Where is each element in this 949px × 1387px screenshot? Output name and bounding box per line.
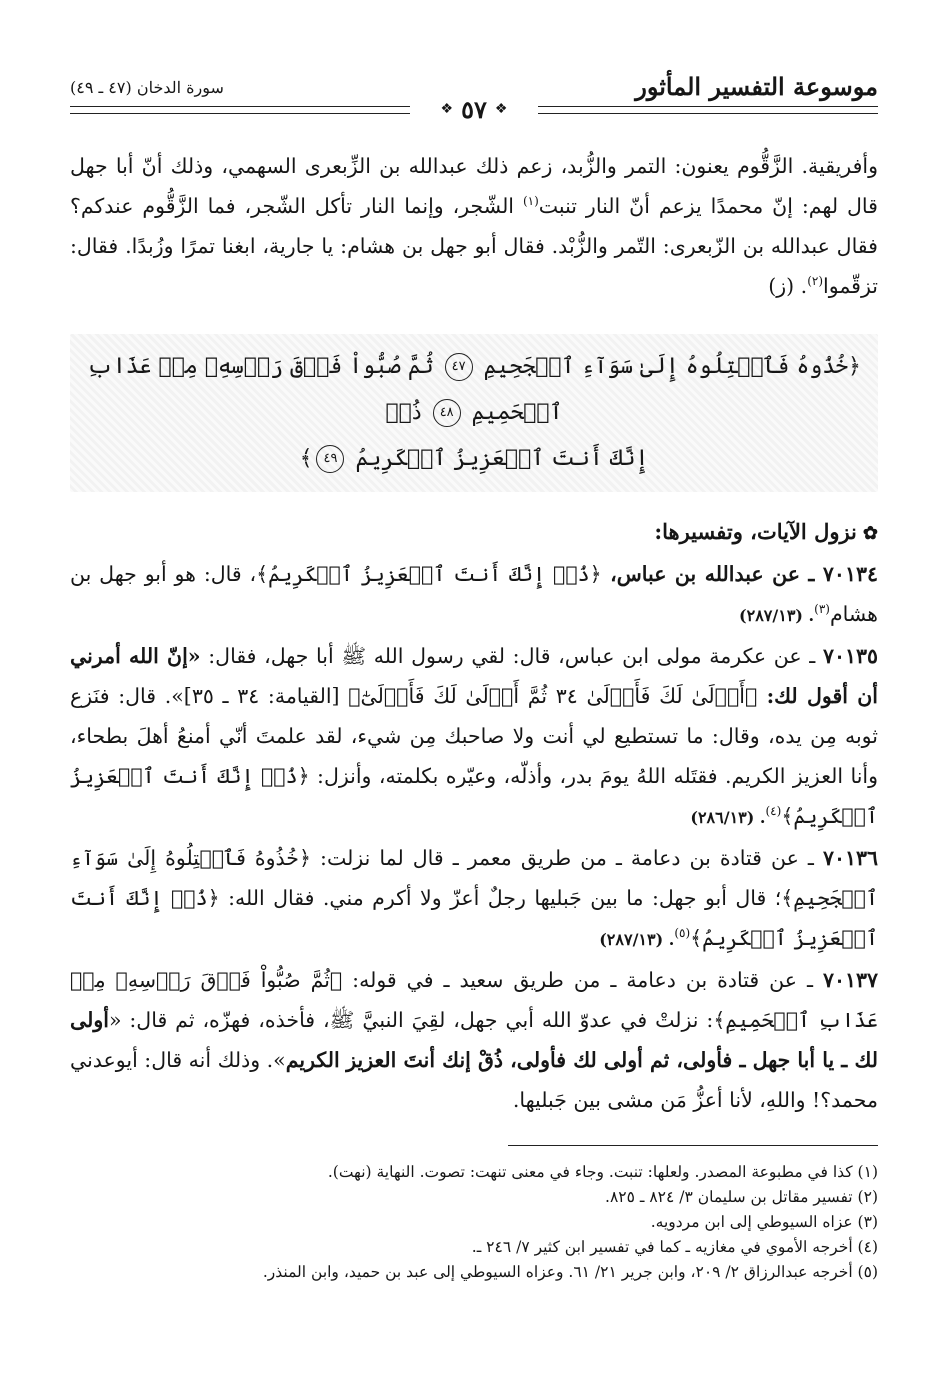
entry-number: ٧٠١٣٥	[822, 644, 878, 668]
footnote-rule	[508, 1145, 878, 1146]
entry-text: جهل بن هشام	[70, 562, 878, 626]
verse-bracket: ﴾	[299, 446, 313, 471]
footnote-marker: (٢)	[807, 274, 824, 289]
entry-text: قال: فنَزع ثوبه مِن يده، وقال: ما تستطيع لي أنت ولا صاحبك مِن شيء، لقد	[70, 684, 878, 748]
entry-text: ». وذلك أنه قال: أيوعدني محمد؟! واللهِ، لأنا أعزُّ مَن مشى بين جَبليها.	[70, 1048, 878, 1112]
footnote-marker: (٥)	[674, 926, 691, 941]
intro-line: جهل بن هشام: يا جارية، ابغنا تمرًا وزُبدًا. فقال: تزقّموا	[70, 234, 878, 298]
entry-text: ـ عن قتادة بن دعامة ـ من طريق معمر ـ قال لما نزلت:	[311, 846, 823, 870]
inline-ayah: ﴿خُذُوهُ فَٱعۡتِلُوهُ إِلَىٰ	[127, 846, 311, 870]
entry-text: علمتَ أنّي أمنعُ أهلَ بطحاء، وأنا العزيز الكريم. فقتَله اللهُ يومَ بدر، وأذلّه، وعيّره	[70, 724, 878, 788]
book-page	[70, 60, 878, 1360]
footnote-2: (٢) تفسير مقاتل بن سليمان ٣/ ٨٢٤ ـ ٨٢٥.	[605, 1188, 878, 1206]
entry-70134	[70, 554, 878, 636]
section-title: نزول الآيات، وتفسيرها:	[654, 519, 857, 544]
inline-ayah: سَوَآءِ ٱلۡجَحِيمِ﴾	[70, 846, 878, 910]
quran-verse-block	[70, 334, 878, 492]
entry-number: ٧٠١٣٦	[822, 846, 878, 870]
verse-number: ٤٩	[316, 445, 344, 473]
inline-ayah: ﴿ذُقۡ إِنَّكَ أَنتَ ٱلۡعَزِيزُ ٱلۡكَرِيمُ﴾	[256, 562, 602, 586]
inline-ayah: ﴿أَوۡلَىٰ لَكَ فَأَوۡلَىٰ ٣٤ ثُمَّ أَوۡلَىٰ لَكَ فَأَوۡلَىٰٓ﴾	[348, 684, 758, 708]
verse-text: إِنَّكَ أَنتَ ٱلۡعَزِيزُ ٱلۡكَرِيمُ	[355, 446, 649, 471]
entry-text: بكلمته، وأنزل:	[309, 764, 439, 788]
intro-paragraph	[70, 146, 878, 306]
verse-number: ٤٨	[433, 399, 461, 427]
verse-number: ٤٧	[445, 353, 473, 381]
page-number-box	[410, 94, 538, 124]
volume-page-ref: . (٢٨٦/١٣)	[690, 808, 766, 827]
entry-70137	[70, 960, 878, 1120]
footnote-5: (٥) أخرجه عبدالرزاق ٢/ ٢٠٩، وابن جرير ٢١/ ٦١. وعزاه السيوطي إلى عبد بن حميد، وابن المنذر.	[262, 1263, 878, 1281]
section-heading	[70, 512, 878, 554]
inline-ayah: ﴿ذُقۡ إِنَّكَ أَنتَ ٱلۡعَزِيزُ ٱلۡكَرِيمُ﴾	[70, 886, 878, 950]
entry-text: قال: «	[108, 1008, 168, 1032]
ornament-icon: ❖	[440, 101, 454, 117]
verse-text: ﴿خُذُوهُ فَٱعۡتِلُوهُ إِلَىٰ سَوَآءِ ٱلۡجَحِيمِ	[483, 354, 861, 379]
intro-line: أنّ أبا جهل قال لهم: إنّ محمدًا يزعم أنّ النار تنبت	[70, 154, 878, 218]
entry-number: ٧٠١٣٧	[822, 968, 878, 992]
footnote-marker: (١)	[522, 194, 539, 209]
surah-range: سورة الدخان (٤٧ ـ ٤٩)	[70, 78, 224, 97]
hadith-quote: أولى لك ـ يا أبا جهل ـ فأولى، ثم أولى لك فأولى، ذُقْ إنك أنتَ العزيز	[70, 1008, 878, 1072]
footnote-1: (١) كذا في مطبوعة المصدر. ولعلها: تنبت. وجاء في معنى تنهت: تصوت. النهاية (نهت).	[327, 1163, 878, 1181]
ornament-icon: ❖	[494, 101, 508, 117]
inline-ayah: ﴿ثُمَّ صُبُّواْ فَوۡقَ رَأۡسِهِۦ مِنۡ	[70, 968, 343, 992]
page-number: ٥٧	[461, 94, 487, 124]
entry-text: ـ عن عكرمة مولى ابن عباس، قال: لقي رسول الله ﷺ أبا جهل، فقال:	[208, 644, 823, 668]
entry-number: ٧٠١٣٤	[822, 562, 878, 586]
intro-line: الشّجر، فما الزَّقُّوم عندكم؟ فقال عبدالله بن الزّبعرى: التّمر والزُّبْد. فقال أبو	[70, 194, 878, 258]
intro-line: . (ز)	[768, 274, 808, 298]
page-body	[70, 146, 878, 1120]
hadith-quote: الكريم	[285, 1048, 340, 1072]
intro-line: وأفريقية. الزَّقُّوم يعنون: التمر والزُّبد، زعم ذلك عبدالله بن الزِّبعرى السهمي، وذلك	[170, 154, 878, 178]
entry-text: ؛ قال أبو جهل: ما بين جَبليها رجلٌ أعزّ ولا أكرم مني. فقال الله:	[228, 886, 782, 910]
hadith-quote: «إنّ الله أمرني أن أقول لك:	[70, 644, 878, 708]
intro-line: الشّجر، وإنما النار تأكل	[314, 194, 523, 218]
book-title: موسوعة التفسير المأثور	[635, 72, 878, 101]
entry-70136	[70, 838, 878, 960]
flower-ornament-icon: ✿	[862, 523, 878, 544]
entry-70135	[70, 636, 878, 838]
footnote-3: (٣) عزاه السيوطي إلى ابن مردويه.	[650, 1213, 878, 1231]
entry-text: [القيامة: ٣٤ ـ ٣٥]».	[164, 684, 349, 708]
entry-text: : نزلتْ في عدوّ الله أبي جهل، لقِيَ النبيَّ ﷺ، فأخذه، فهزّه، ثم	[175, 1008, 714, 1032]
footnotes	[70, 1160, 878, 1285]
inline-ayah: ﴿ذُقۡ إِنَّكَ أَنتَ ٱلۡعَزِيزُ ٱلۡكَرِيمُ﴾	[70, 764, 878, 828]
footnote-marker: (٤)	[765, 804, 782, 819]
verse-text: ثُمَّ صُبُّواْ فَوۡقَ رَأۡسِهِۦ مِنۡ عَذَابِ ٱلۡحَمِيمِ	[87, 354, 563, 425]
footnote-marker: (٣)	[814, 602, 830, 617]
volume-page-ref: . (٢٨٧/١٣)	[599, 930, 675, 949]
entry-text: ، قال: هو أبو	[144, 562, 257, 586]
footnote-4: (٤) أخرجه الأموي في مغازيه ـ كما في تفسير ابن كثير ٧/ ٢٤٦ ـ.	[471, 1238, 878, 1256]
entry-text: ـ عن قتادة بن دعامة ـ من طريق سعيد ـ في قوله:	[342, 968, 823, 992]
volume-page-ref: . (٢٨٧/١٣)	[739, 606, 815, 625]
verse-text: ذُقۡ	[385, 400, 422, 425]
inline-ayah: عَذَابِ ٱلۡحَمِيمِ﴾	[713, 1008, 878, 1032]
entry-source: ـ عن عبدالله بن عباس،	[601, 562, 823, 586]
